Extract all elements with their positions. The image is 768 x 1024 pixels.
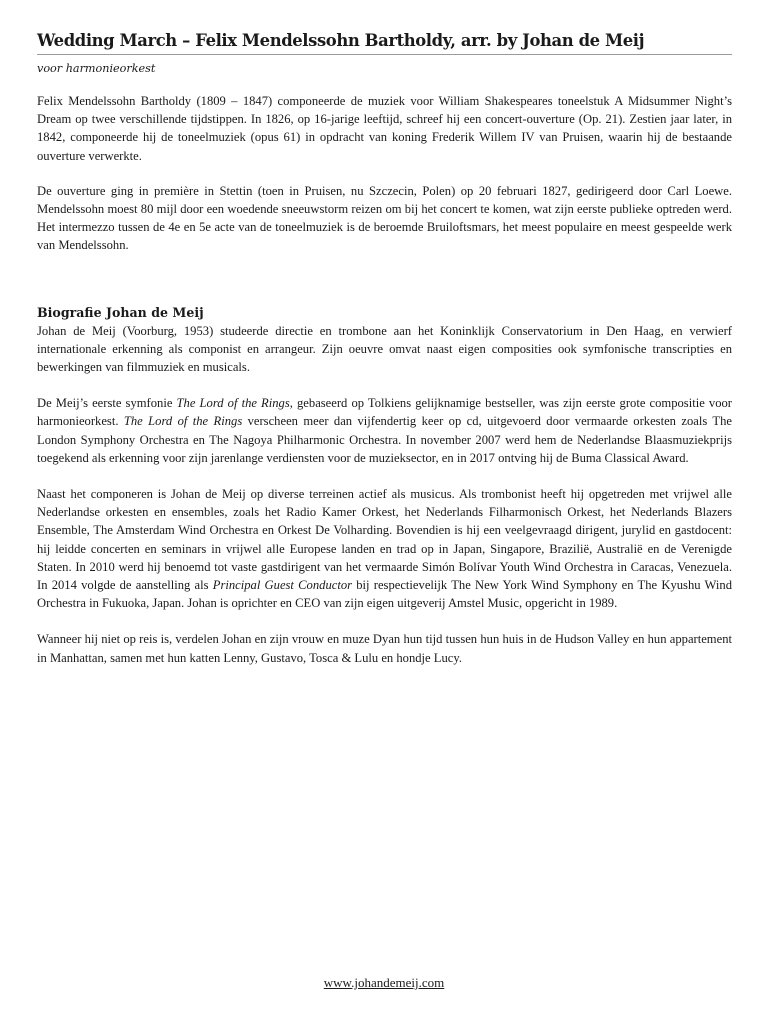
bio-p2-text-3: verscheen meer dan vijfendertig keer op cd, uitgevoerd door vermaarde orkesten zoals The London Symphony Orchestra en The Nagoya Philharmonic Orchestra. In november 2007 werd hem de Nederlandse Blaasmuziekprijs toegekend als erkenning voor zijn jarenlange verdiensten voor de muzieksector, en in 2017 ontving hij de Buma Classical Award.	[37, 414, 732, 465]
title-divider	[37, 54, 732, 55]
page-subtitle: voor harmonieorkest	[37, 62, 156, 75]
bio-p2-text-1: De Meij’s eerste symfonie	[37, 396, 177, 411]
page-title: Wedding March – Felix Mendelssohn Bartholdy, arr. by Johan de Meij	[37, 31, 645, 50]
intro-paragraph-1: Felix Mendelssohn Bartholdy (1809 – 1847) componeerde de muziek voor William Shakespeares toneelstuk A Midsummer Night’s Dream op twee verschillende tijdstippen. In 1826, op 16-jarige leeftijd, schreef hij een concert-ouverture (Op. 21). Zestien jaar later, in 1842, componeerde hij de toneelmuziek (opus 61) in opdracht van koning Frederik Willem IV van Pruisen, waarin hij de bestaande ouverture verwerkte.	[37, 94, 732, 163]
bio-p3-text-1: Naast het componeren is Johan de Meij op diverse terreinen actief als musicus. Als trombonist heeft hij opgetreden met vrijwel alle Nederlandse orkesten en ensembles, zoals het Radio Kamer Orkest, het Nederlands Filharmonisch Orkest, het Nederlands Blazers Ensemble, The Amsterdam Wind Orchestra en Orkest De Volharding. Bovendien is hij een veelgevraagd dirigent, jurylid en gastdocent: hij leidde concerten en seminars in vrijwel alle Europese landen en trad op in Japan, Singapore, Brazilië, Australië en de Verenigde Staten. In 2010 werd hij benoemd tot vaste gastdirigent van het vermaarde Simón Bolívar Youth Wind Orchestra in Caracas, Venezuela. In 2014 volgde de aanstelling als	[37, 487, 732, 593]
bio-p2-italic-title-2: The Lord of the Rings	[123, 414, 243, 429]
bio-paragraph-3	[37, 485, 732, 612]
intro-paragraph-2: De ouverture ging in première in Stettin (toen in Pruisen, nu Szczecin, Polen) op 20 februari 1827, gedirigeerd door Carl Loewe. Mendelssohn moest 80 mijl door een woedende sneeuwstorm reizen om bij het concert te komen, wat zijn eerste publieke optreden werd. Het intermezzo tussen de 4e en 5e acte van de toneelmuziek is de beroemde Bruiloftsmars, het meest populaire en meest gespeelde werk van Mendelssohn.	[37, 183, 732, 253]
bio-p3-text-2: bij respectievelijk The New York Wind Symphony en The Kyushu Wind Orchestra in Fukuoka, Japan. Johan is oprichter en CEO van zijn eigen uitgeverij Amstel Music, opgericht in 1989.	[37, 578, 733, 611]
bio-paragraph-4: Wanneer hij niet op reis is, verdelen Johan en zijn vrouw en muze Dyan hun tijd tussen hun huis in de Hudson Valley en hun appartement in Manhattan, samen met hun katten Lenny, Gustavo, Tosca & Lulu en hondje Lucy.	[37, 632, 732, 665]
bio-p3-italic-role: Principal Guest Conductor	[212, 578, 353, 593]
website-link[interactable]: www.johandemeij.com	[323, 975, 445, 990]
footer	[0, 974, 768, 992]
bio-heading: Biografie Johan de Meij	[37, 304, 204, 320]
bio-paragraph-1: Johan de Meij (Voorburg, 1953) studeerde directie en trombone aan het Koninklijk Conservatorium in Den Haag, en verwierf internationale erkenning als componist en arrangeur. Zijn oeuvre omvat naast eigen composities ook symfonische transcripties en bewerkingen van filmmuziek en musicals.	[37, 323, 732, 375]
bio-p2-text-2: , gebaseerd op Tolkiens gelijknamige bestseller, was zijn eerste grote compositie voor harmonieorkest.	[37, 396, 732, 429]
bio-p2-italic-title-1: The Lord of the Rings	[176, 396, 290, 411]
bio-paragraph-2	[37, 394, 732, 467]
document-page	[37, 30, 732, 667]
